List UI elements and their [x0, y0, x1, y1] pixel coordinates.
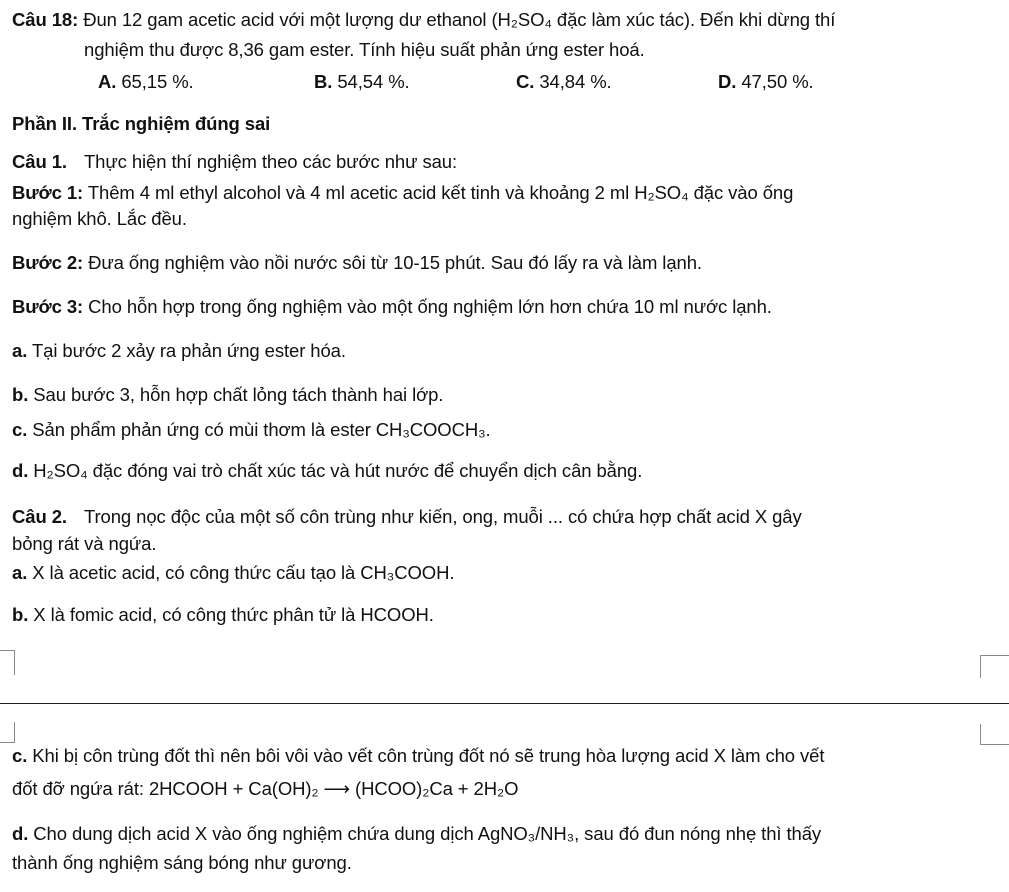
c1-step1-line1 [12, 181, 793, 205]
q18-stem-line1: Đun 12 gam acetic acid với một lượng dư ethanol (H₂SO₄ đặc làm xúc tác). Đến khi dừng thí [83, 9, 836, 30]
option-label: A. [98, 71, 117, 92]
q18-option-d [718, 70, 814, 94]
c1-intro [12, 150, 457, 174]
c1-step1-line2: nghiệm khô. Lắc đều. [12, 208, 187, 229]
c1-step3-text: Cho hỗn hợp trong ống nghiệm vào một ống nghiệm lớn hơn chứa 10 ml nước lạnh. [88, 296, 772, 317]
statement-text: Sản phẩm phản ứng có mùi thơm là ester CH₃COOCH₃. [32, 419, 491, 440]
c1-step3 [12, 295, 772, 319]
c1-step1-label: Bước 1: [12, 182, 84, 203]
c1-step2-text: Đưa ống nghiệm vào nồi nước sôi từ 10-15 phút. Sau đó lấy ra và làm lạnh. [88, 252, 702, 273]
statement-label: b. [12, 384, 29, 405]
c1-step1-text: Thêm 4 ml ethyl alcohol và 4 ml acetic acid kết tinh và khoảng 2 ml H₂SO₄ đặc vào ống [87, 182, 794, 203]
c2-stem-line2: bỏng rát và ngứa. [12, 533, 157, 554]
q18-option-b [314, 70, 410, 94]
crop-mark-bottom-right [980, 724, 1009, 745]
statement-label: a. [12, 562, 28, 583]
statement-text: X là acetic acid, có công thức cấu tạo là CH₃COOH. [32, 562, 455, 583]
q18-label: Câu 18: [12, 9, 79, 30]
q18-option-c [516, 70, 612, 94]
c1-statement-d [12, 459, 642, 483]
c1-step3-label: Bước 3: [12, 296, 84, 317]
c1-step2-label: Bước 2: [12, 252, 84, 273]
statement-label: a. [12, 340, 28, 361]
option-text: 65,15 %. [121, 71, 194, 92]
statement-label: c. [12, 745, 28, 766]
c1-label: Câu 1. [12, 151, 67, 172]
q18-stem-line2: nghiệm thu được 8,36 gam ester. Tính hiệu suất phản ứng ester hoá. [84, 39, 645, 60]
statement-label: c. [12, 419, 28, 440]
c1-step2 [12, 251, 702, 275]
c1-intro-text: Thực hiện thí nghiệm theo các bước như sau: [83, 151, 458, 172]
crop-mark-top-right [980, 655, 1009, 678]
option-label: C. [516, 71, 535, 92]
statement-text: Sau bước 3, hỗn hợp chất lỏng tách thành hai lớp. [33, 384, 444, 405]
option-label: D. [718, 71, 737, 92]
statement-text: Cho dung dịch acid X vào ống nghiệm chứa dung dịch AgNO₃/NH₃, sau đó đun nóng nhẹ thì thấy [33, 823, 822, 844]
q18-line1 [12, 8, 835, 32]
c2-statement-c-line1 [12, 744, 824, 768]
statement-text: H₂SO₄ đặc đóng vai trò chất xúc tác và hút nước để chuyển dịch cân bằng. [33, 460, 643, 481]
c1-statement-c [12, 418, 491, 442]
c2-line1 [12, 505, 802, 529]
statement-label: d. [12, 460, 29, 481]
c2-stem-line1: Trong nọc độc của một số côn trùng như kiến, ong, muỗi ... có chứa hợp chất acid X gây [83, 506, 802, 527]
statement-text: Tại bước 2 xảy ra phản ứng ester hóa. [31, 340, 346, 361]
statement-label: b. [12, 604, 29, 625]
option-text: 47,50 %. [741, 71, 814, 92]
c2-label: Câu 2. [12, 506, 67, 527]
c2-statement-c-line2: đốt đỡ ngứa rát: 2HCOOH + Ca(OH)₂ ⟶ (HCOO)₂Ca + 2H₂O [12, 778, 519, 799]
option-text: 34,84 %. [539, 71, 612, 92]
c2-statement-b [12, 603, 434, 627]
crop-mark-top-left [0, 650, 15, 675]
option-text: 54,54 %. [337, 71, 410, 92]
statement-text: Khi bị côn trùng đốt thì nên bôi vôi vào vết côn trùng đốt nó sẽ trung hòa lượng acid X làm cho vết [32, 745, 825, 766]
c1-statement-b [12, 383, 443, 407]
c2-statement-d-line2: thành ống nghiệm sáng bóng như gương. [12, 852, 352, 873]
statement-label: d. [12, 823, 29, 844]
c2-statement-a [12, 561, 454, 585]
c2-statement-d-line1 [12, 822, 821, 846]
page-separator [0, 703, 1009, 704]
option-label: B. [314, 71, 333, 92]
c1-statement-a [12, 339, 346, 363]
q18-option-a [98, 70, 194, 94]
statement-text: X là fomic acid, có công thức phân tử là HCOOH. [33, 604, 434, 625]
crop-mark-bottom-left [0, 722, 15, 743]
part2-title: Phần II. Trắc nghiệm đúng sai [12, 113, 271, 134]
